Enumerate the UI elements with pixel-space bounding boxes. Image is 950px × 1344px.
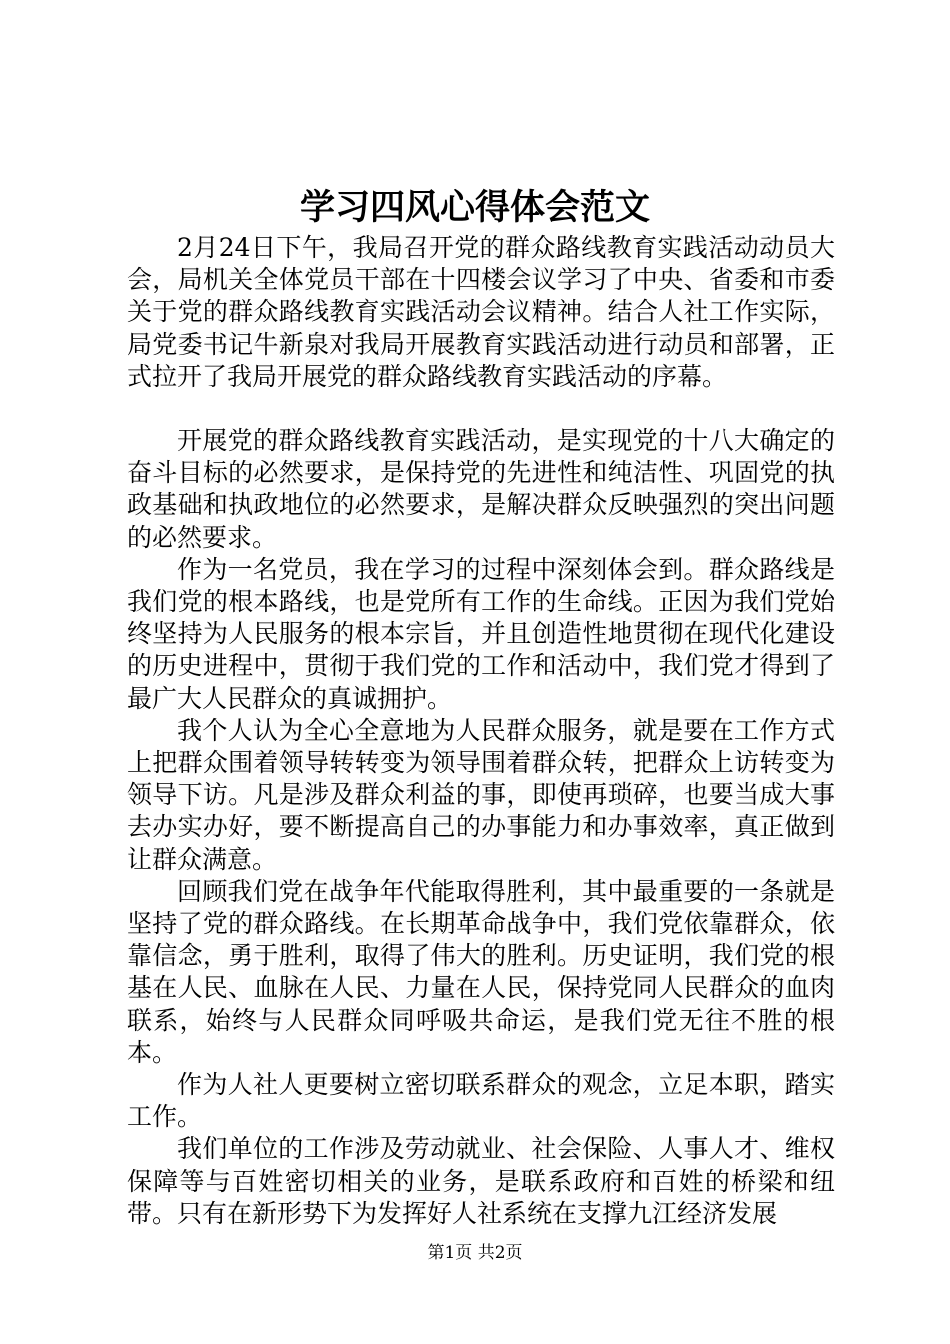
- paragraph-6: 作为人社人更要树立密切联系群众的观念，立足本职，踏实工作。: [127, 1070, 835, 1132]
- paragraph-3: 作为一名党员，我在学习的过程中深刻体会到。群众路线是我们党的根本路线，也是党所有工作的生命线。正因为我们党始终坚持为人民服务的根本宗旨，并且创造性地贯彻在现代化建设的历史进程中，贯彻于我们党的工作和活动中，我们党才得到了最广大人民群众的真诚拥护。: [127, 554, 835, 713]
- document-title: 学习四风心得体会范文: [299, 187, 650, 228]
- paragraph-2: 开展党的群众路线教育实践活动，是实现党的十八大确定的奋斗目标的必然要求，是保持党的先进性和纯洁性、巩固党的执政基础和执政地位的必然要求，是解决群众反映强烈的突出问题的必然要求。: [127, 426, 835, 552]
- paragraph-1: 2月24日下午，我局召开党的群众路线教育实践活动动员大会，局机关全体党员干部在十四楼会议学习了中央、省委和市委关于党的群众路线教育实践活动会议精神。结合人社工作实际，局党委书记牛新泉对我局开展教育实践活动进行动员和部署，正式拉开了我局开展党的群众路线教育实践活动的序幕。: [127, 233, 835, 391]
- page-footer: 第1页 共2页: [427, 1243, 523, 1263]
- paragraph-4: 我个人认为全心全意地为人民群众服务，就是要在工作方式上把群众围着领导转转变为领导围着群众转，把群众上访转变为领导下访。凡是涉及群众利益的事，即使再琐碎，也要当成大事去办实办好，要不断提高自己的办事能力和办事效率，真正做到让群众满意。: [127, 715, 835, 874]
- paragraph-7: 我们单位的工作涉及劳动就业、社会保险、人事人才、维权保障等与百姓密切相关的业务，是联系政府和百姓的桥梁和纽带。只有在新形势下为发挥好人社系统在支撑九江经济发展: [127, 1134, 835, 1228]
- document-body: [127, 232, 835, 1230]
- paragraph-5: 回顾我们党在战争年代能取得胜利，其中最重要的一条就是坚持了党的群众路线。在长期革命战争中，我们党依靠群众，依靠信念，勇于胜利，取得了伟大的胜利。历史证明，我们党的根基在人民、血脉在人民、力量在人民，保持党同人民群众的血肉联系，始终与人民群众同呼吸共命运，是我们党无往不胜的根本。: [127, 876, 835, 1067]
